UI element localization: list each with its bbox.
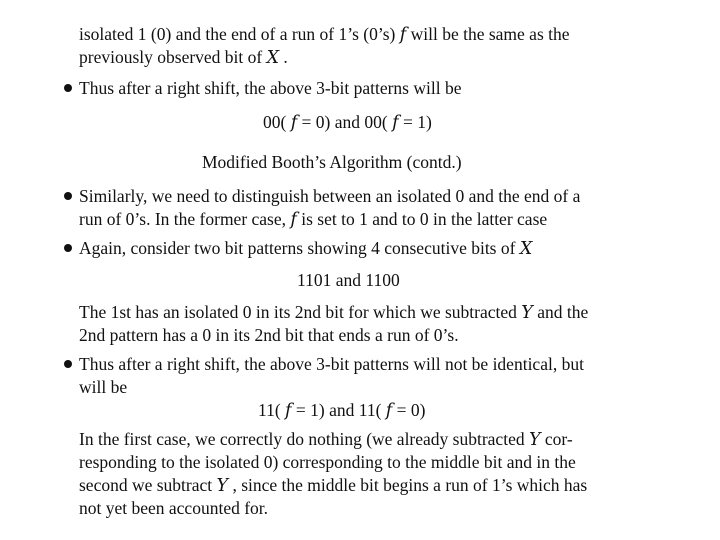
bullet-icon [64,84,72,92]
text-line-10: will be [79,377,128,397]
text-line-13: second we subtract 𝑌 , since the middle bit begins a run of 1’s which has [79,475,588,495]
equation-3: 11( 𝑓 = 1) and 11( 𝑓 = 0) [258,400,426,420]
text-line-1: isolated 1 (0) and the end of a run of 1’s (0’s) 𝑓 will be the same as the [79,24,570,44]
text-line-6: Again, consider two bit patterns showing 4 consecutive bits of 𝑋 [79,238,533,258]
text-line-5: run of 0’s. In the former case, 𝑓 is set to 1 and to 0 in the latter case [79,209,548,229]
text-line-14: not yet been accounted for. [79,498,269,518]
bullet-icon [64,360,72,368]
equation-2: 1101 and 1100 [297,270,400,290]
text-line-8: 2nd pattern has a 0 in its 2nd bit that ends a run of 0’s. [79,325,459,345]
equation-1: 00( 𝑓 = 0) and 00( 𝑓 = 1) [263,112,432,132]
bullet-icon [64,244,72,252]
text-line-4: Similarly, we need to distinguish between an isolated 0 and the end of a [79,186,581,206]
text-line-11: In the first case, we correctly do nothing (we already subtracted 𝑌 cor- [79,429,573,449]
text-line-12: responding to the isolated 0) corresponding to the middle bit and in the [79,452,576,472]
text-line-9: Thus after a right shift, the above 3-bit patterns will not be identical, but [79,354,584,374]
text-line-2: previously observed bit of 𝑋 . [79,47,288,67]
section-title: Modified Booth’s Algorithm (contd.) [202,152,462,172]
bullet-icon [64,192,72,200]
text-line-7: The 1st has an isolated 0 in its 2nd bit for which we subtracted 𝑌 and the [79,302,589,322]
text-line-3: Thus after a right shift, the above 3-bit patterns will be [79,78,462,98]
